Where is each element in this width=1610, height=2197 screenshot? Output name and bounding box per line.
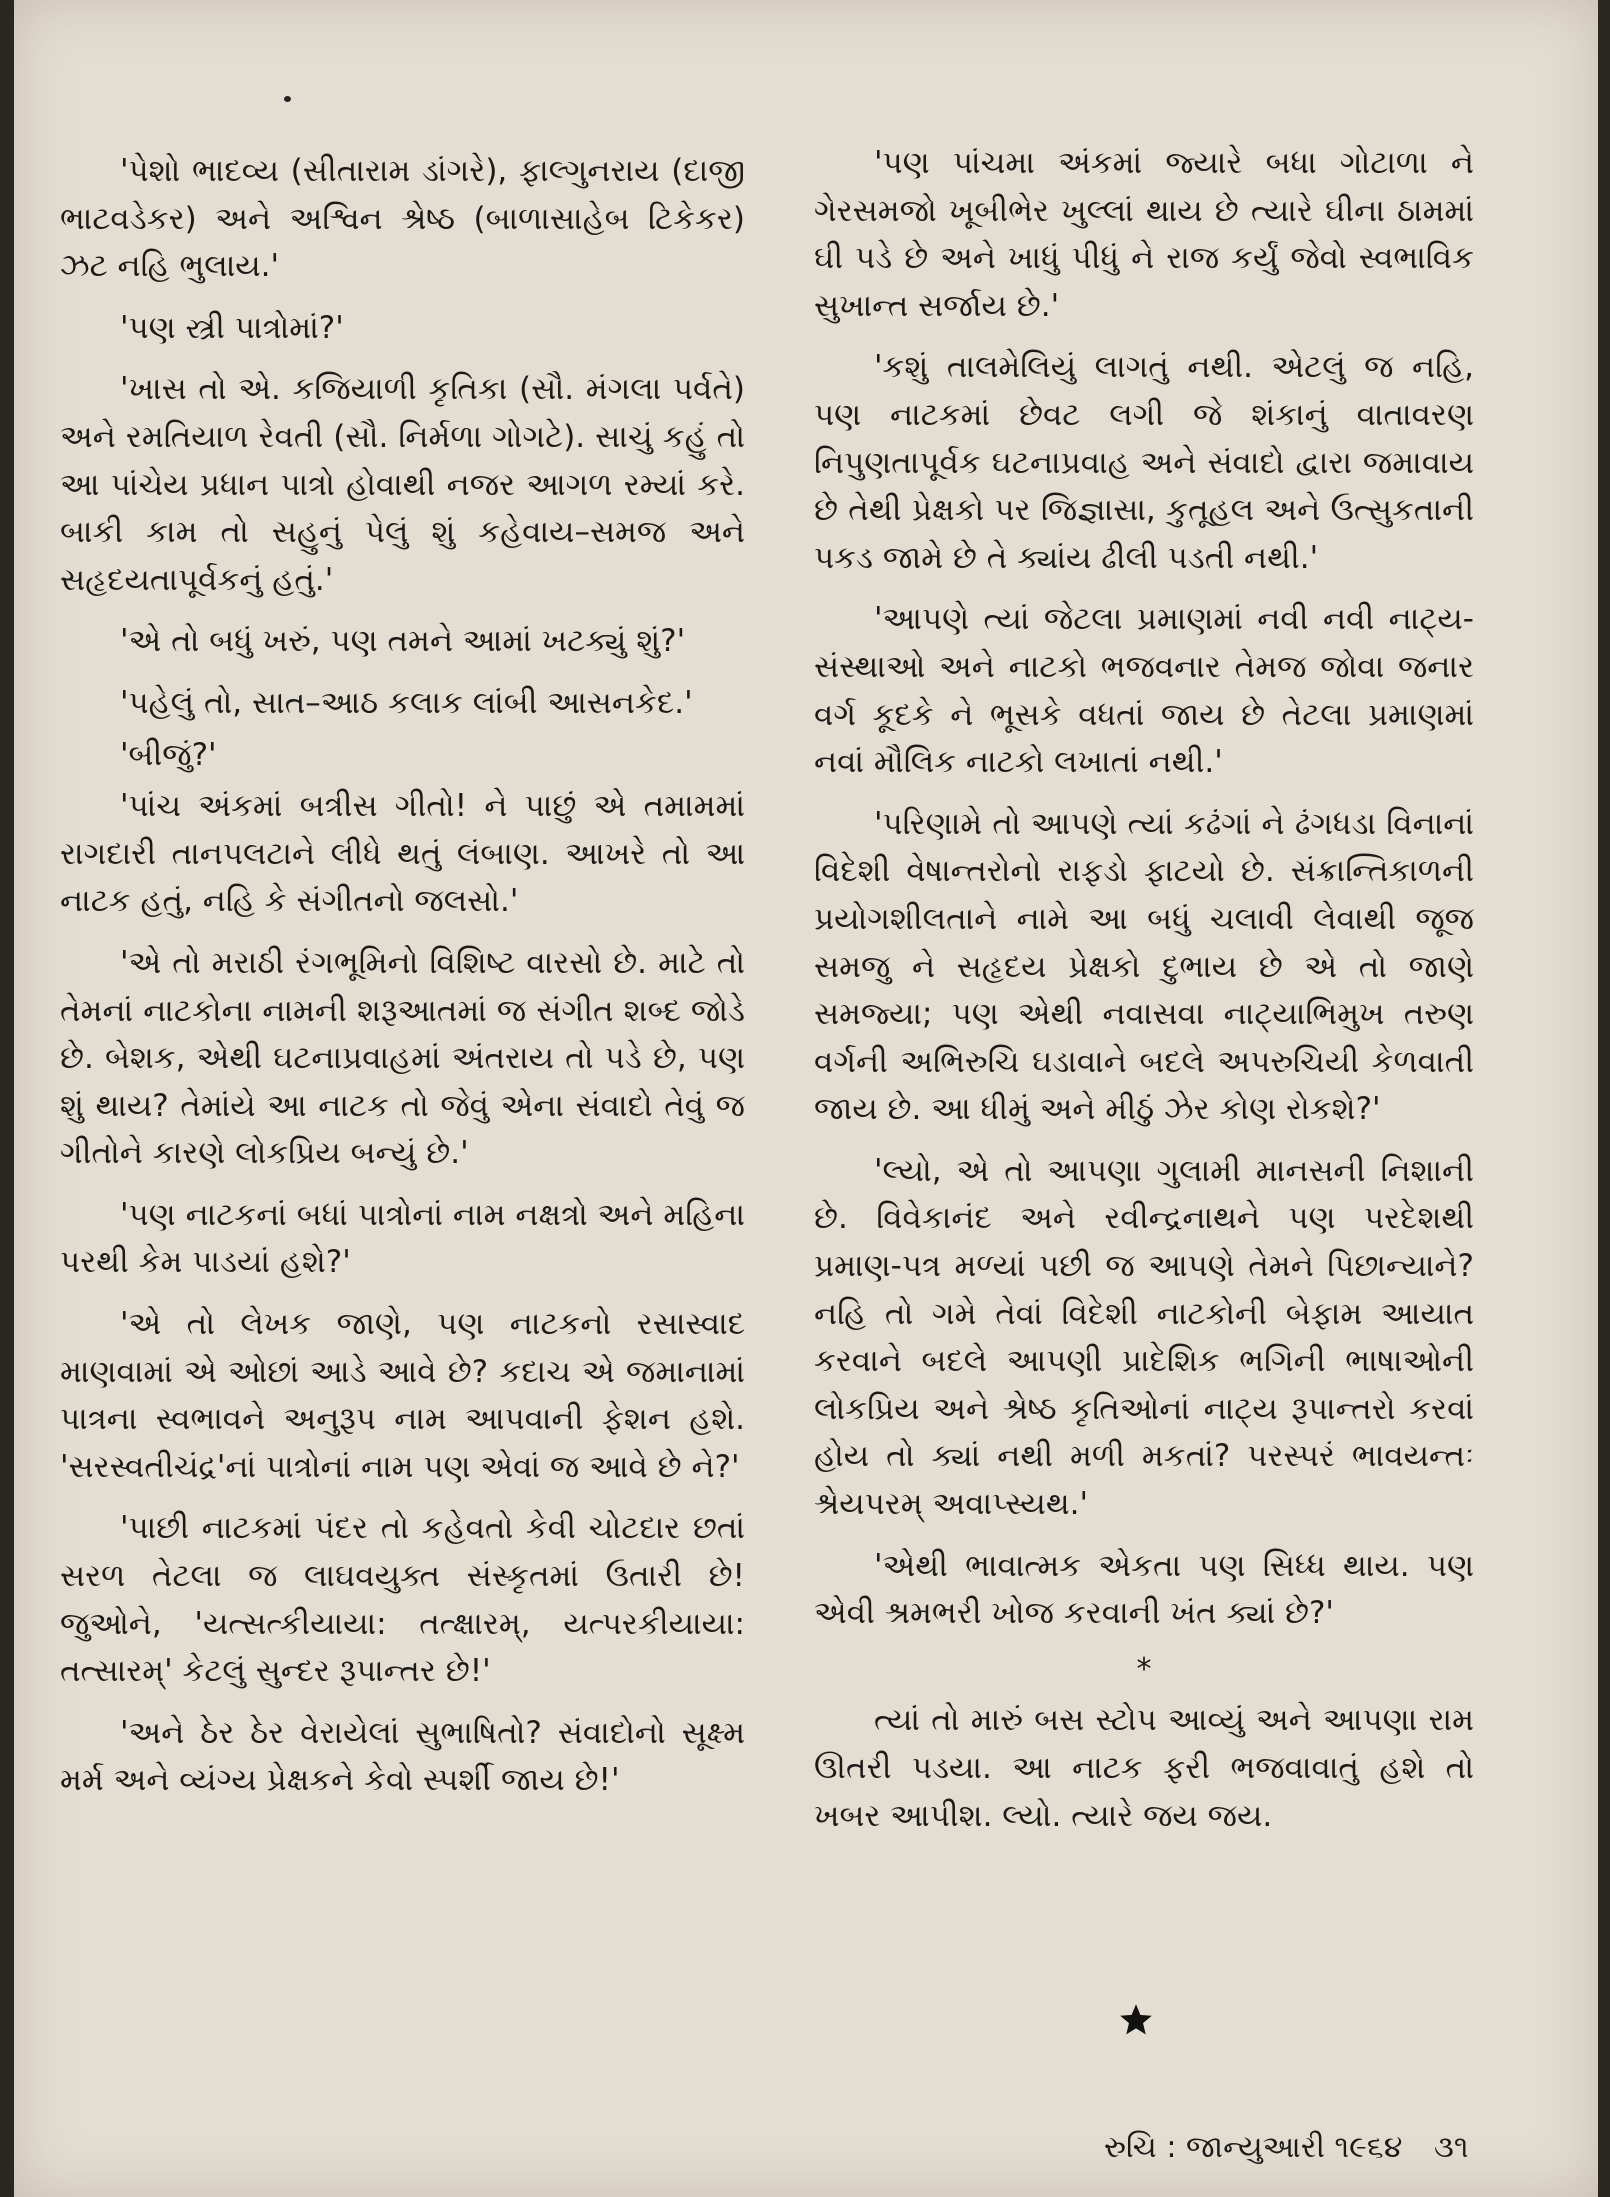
paragraph: 'ખાસ તો એ. કજિયાળી કૃતિકા (સૌ. મંગલા પર્વતે) અને રમતિયાળ રેવતી (સૌ. નિર્મળા ગોગટે). સાચું કહું તો આ પાંચેય પ્રધાન પાત્રો હોવાથી નજર આગળ રમ્યાં કરે. બાકી કામ તો સહુનું પેલું શું કહેવાય–સમજ અને સહૃદયતાપૂર્વકનું હતું.' (60, 371, 745, 598)
paragraph: 'કશું તાલમેલિયું લાગતું નથી. એટલું જ નહિ, પણ નાટકમાં છેવટ લગી જે શંકાનું વાતાવરણ નિપુણતાપૂર્વક ઘટનાપ્રવાહ અને સંવાદો દ્વારા જમાવાય છે તેથી પ્રેક્ષકો પર જિજ્ઞાસા, કુતૂહલ અને ઉત્સુકતાની પકડ જામે છે તે ક્યાંય ઢીલી પડતી નથી.' (814, 349, 1474, 576)
paragraph: 'એથી ભાવાત્મક એકતા પણ સિધ્ધ થાય. પણ એવી શ્રમભરી ખોજ કરવાની ખંત ક્યાં છે?' (814, 1547, 1474, 1632)
paragraph: 'લ્યો, એ તો આપણા ગુલામી માનસની નિશાની છે. વિવેકાનંદ અને રવીન્દ્રનાથને પણ પરદેશથી પ્રમાણ-પત્ર મળ્યાં પછી જ આપણે તેમને પિછાન્યાને? નહિ તો ગમે તેવાં વિદેશી નાટકોની બેફામ આયાત કરવાને બદલે આપણી પ્રાદેશિક ભગિની ભાષાઓની લોકપ્રિય અને શ્રેષ્ઠ કૃતિઓનાં નાટ્ય રૂપાન્તરો કરવાં હોય તો ક્યાં નથી મળી મકતાં? પરસ્પરં ભાવયન્તઃ શ્રેયપરમ્ અવાપ્સ્યથ.' (814, 1152, 1474, 1523)
paragraph: 'પરિણામે તો આપણે ત્યાં કઢંગાં ને ઢંગધડા વિનાનાં વિદેશી વેષાન્તરોનો રાફડો ફાટયો છે. સંક્રાન્તિકાળની પ્રયોગશીલતાને નામે આ બધું ચલાવી લેવાથી જૂજ સમજુ ને સહૃદય પ્રેક્ષકો દુભાય છે એ તો જાણે સમજ્યા; પણ એથી નવાસવા નાટ્યાભિમુખ તરુણ વર્ગની અભિરુચિ ઘડાવાને બદલે અપરુચિયી કેળવાતી જાય છે. આ ધીમું અને મીઠું ઝેર કોણ રોકશે?' (814, 805, 1474, 1128)
paragraph: 'અને ઠેર ઠેર વેરાયેલાં સુભાષિતો? સંવાદોનો સૂક્ષ્મ મર્મ અને વ્યંગ્ય પ્રેક્ષકને કેવો સ્પર્શી જાય છે!' (60, 1714, 745, 1799)
left-column (60, 148, 745, 1819)
paragraph: 'એ તો લેખક જાણે, પણ નાટકનો રસાસ્વાદ માણવામાં એ ઓછાં આડે આવે છે? કદાચ એ જમાનામાં પાત્રના સ્વભાવને અનુરૂપ નામ આપવાની ફેશન હશે. 'સરસ્વતીચંદ્ર'નાં પાત્રોનાં નામ પણ એવાં જ આવે છે ને?' (60, 1306, 745, 1485)
paragraph: 'પાંચ અંકમાં બત્રીસ ગીતો! ને પાછું એ તમામમાં રાગદારી તાનપલટાને લીધે થતું લંબાણ. આખરે તો આ નાટક હતું, નહિ કે સંગીતનો જલસો.' (60, 788, 745, 920)
footer-colon: : (1166, 2130, 1186, 2165)
closing-paragraph: ત્યાં તો મારું બસ સ્ટોપ આવ્યું અને આપણા રામ ઊતરી પડયા. આ નાટક ફરી ભજવાવાતું હશે તો ખબર આપીશ. લ્યો. ત્યારે જય જય. (814, 1702, 1474, 1834)
paragraph: 'પણ નાટકનાં બધાં પાત્રોનાં નામ નક્ષત્રો અને મહિના પરથી કેમ પાડયાં હશે?' (60, 1196, 745, 1281)
paragraph: 'એ તો બધું ખરું, પણ તમને આમાં ખટક્યું શું?' (120, 623, 686, 660)
paragraph: 'પણ પાંચમા અંકમાં જ્યારે બધા ગોટાળા ને ગેરસમજો ખૂબીભેર ખુલ્લાં થાય છે ત્યારે ઘીના ઠામમાં ઘી પડે છે અને ખાધું પીધું ને રાજ કર્યું જેવો સ્વભાવિક સુખાન્ત સર્જાય છે.' (814, 145, 1474, 324)
magazine-name: રુચિ (1104, 2130, 1157, 2165)
right-column (814, 140, 1474, 1854)
section-separator: * (1136, 1651, 1152, 1687)
magazine-page (14, 0, 1598, 2197)
paragraph: 'પહેલું તો, સાત–આઠ કલાક લાંબી આસનકેદ.' (120, 684, 693, 721)
issue-date: જાન્યુઆરી ૧૯૬૪ (1185, 2130, 1403, 2165)
paragraph: 'બીજું?' (120, 736, 217, 773)
ink-dot (284, 96, 291, 102)
paragraph: 'પણ સ્ત્રી પાત્રોમાં?' (120, 309, 344, 346)
page-footer (1104, 2130, 1469, 2165)
paragraph: 'પાછી નાટકમાં પંદર તો કહેવતો કેવી ચોટદાર છતાં સરળ તેટલા જ લાઘવયુક્ત સંસ્કૃતમાં ઉતારી છે! જુઓને, 'યત્સત્કીયાયા: તત્ક્ષારમ્, યત્પરકીયાયા: તત્સારમ્' કેટલું સુન્દર રૂપાન્તર છે!' (60, 1510, 745, 1690)
page-number: ૩૧ (1433, 2130, 1469, 2165)
paragraph: 'પેશો ભાદવ્ય (સીતારામ ડાંગરે), ફાલ્ગુનરાય (દાજી ભાટવડેકર) અને અશ્વિન શ્રેષ્ઠ (બાળાસાહેબ ટિકેકર) ઝટ નહિ ભુલાય.' (60, 153, 745, 285)
star-icon (1118, 2002, 1154, 2038)
paragraph: 'એ તો મરાઠી રંગભૂમિનો વિશિષ્ટ વારસો છે. માટે તો તેમનાં નાટકોના નામની શરૂઆતમાં જ સંગીત શબ્દ જોડે છે. બેશક, એથી ઘટનાપ્રવાહમાં અંતરાય તો પડે છે, પણ શું થાય? તેમાંયે આ નાટક તો જેવું એના સંવાદો તેવું જ ગીતોને કારણે લોકપ્રિય બન્યું છે.' (60, 944, 745, 1172)
paragraph: 'આપણે ત્યાં જેટલા પ્રમાણમાં નવી નવી નાટ્ય-સંસ્થાઓ અને નાટકો ભજવનાર તેમજ જોવા જનાર વર્ગ કૂદકે ને ભૂસકે વધતાં જાય છે તેટલા પ્રમાણમાં નવાં મૌલિક નાટકો લખાતાં નથી.' (814, 601, 1474, 781)
